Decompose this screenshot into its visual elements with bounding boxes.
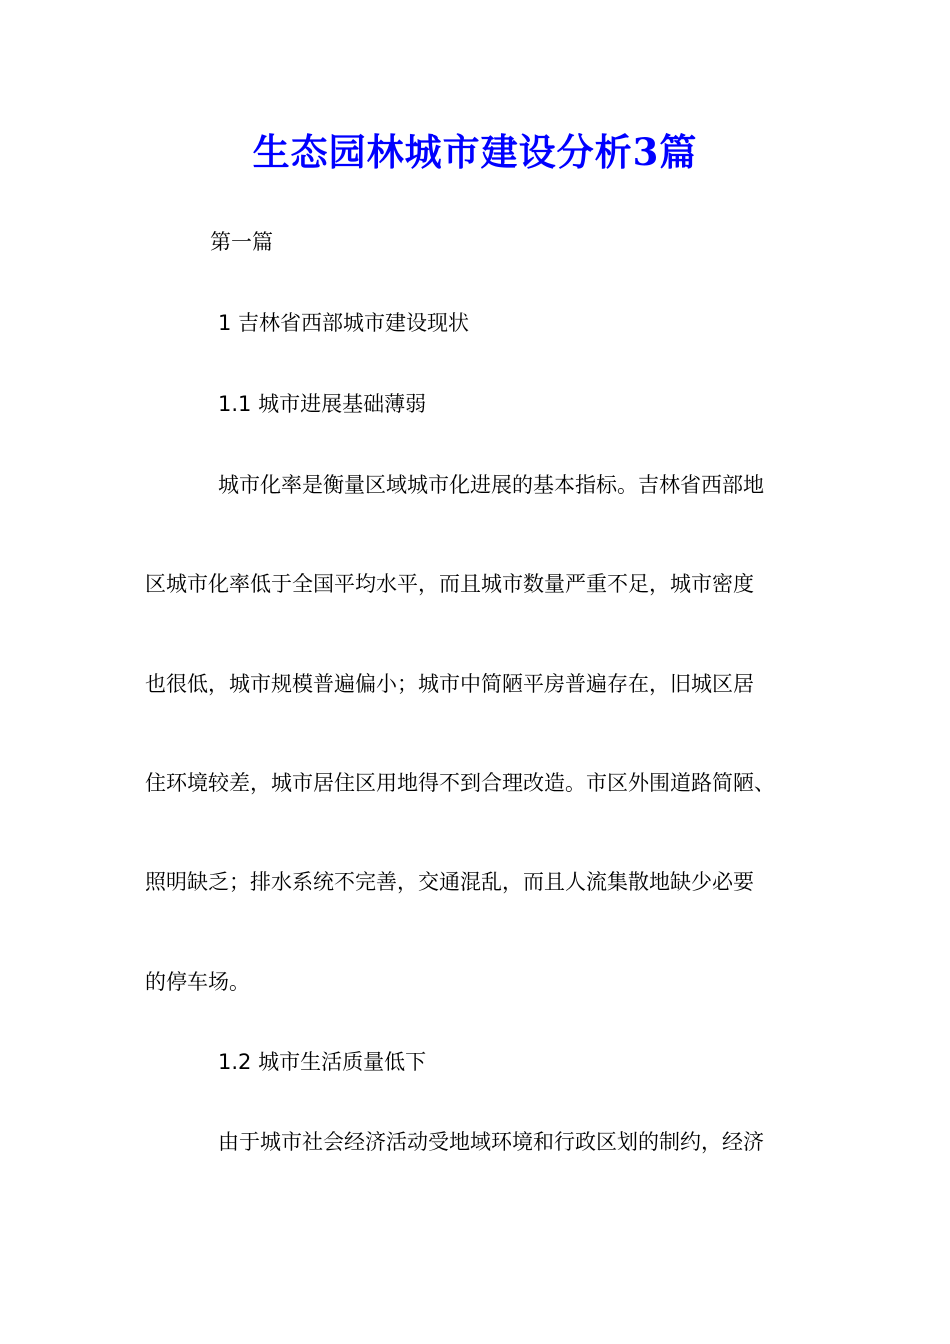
subsection-heading-1-1: 1.1 城市进展基础薄弱 [218,392,427,416]
section-heading-1: 1 吉林省西部城市建设现状 [218,311,470,335]
paragraph-line: 由于城市社会经济活动受地域环境和行政区划的制约，经济 [218,1130,764,1154]
paragraph-line: 照明缺乏；排水系统不完善，交通混乱，而且人流集散地缺少必要 [145,870,754,894]
paragraph-line: 城市化率是衡量区域城市化进展的基本指标。吉林省西部地 [218,473,764,497]
part-heading: 第一篇 [210,230,273,254]
paragraph-line: 区城市化率低于全国平均水平，而且城市数量严重不足，城市密度 [145,572,754,596]
subsection-heading-1-2: 1.2 城市生活质量低下 [218,1050,427,1074]
paragraph-line: 住环境较差，城市居住区用地得不到合理改造。市区外围道路简陋、 [145,771,775,795]
document-title: 生态园林城市建设分析3篇 [252,130,698,174]
paragraph-line: 也很低，城市规模普遍偏小；城市中简陋平房普遍存在，旧城区居 [145,672,754,696]
paragraph-line: 的停车场。 [145,970,250,994]
